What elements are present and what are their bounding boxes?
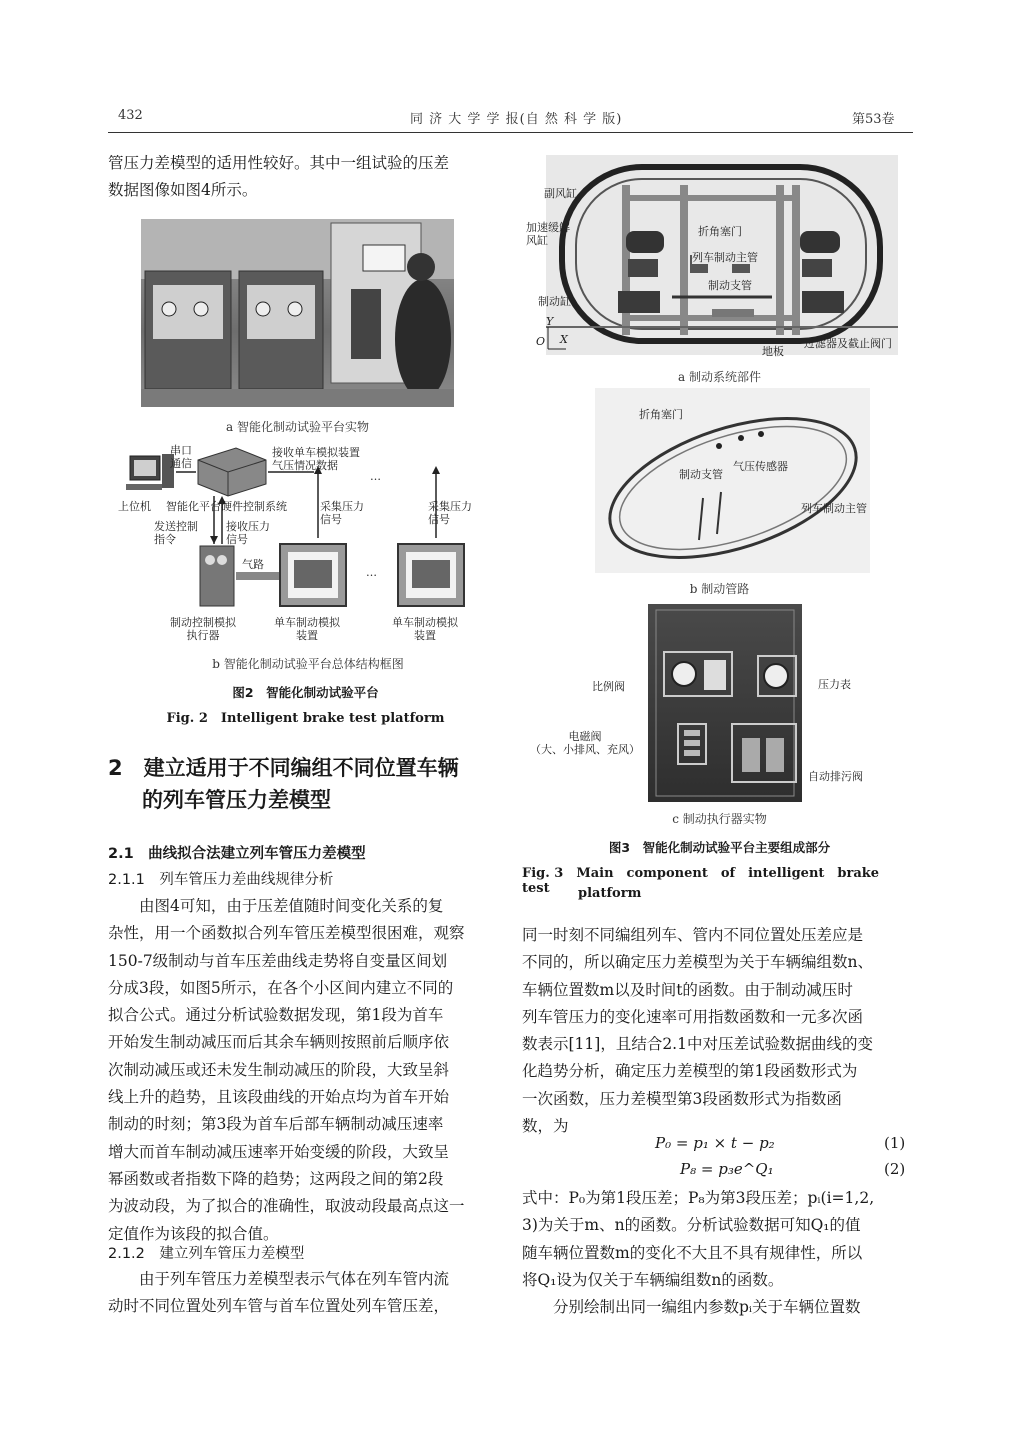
- paragraph-right-main: [522, 922, 912, 1140]
- volume-label: 第53卷: [852, 112, 895, 127]
- actuator-photo-illustration: [648, 604, 802, 802]
- subsection-2-1-2: 2.1.2 建立列车管压力差模型: [108, 1246, 305, 1262]
- serial-label: 串口 通信: [170, 444, 192, 470]
- text-line: 将Q₁设为仅关于车辆编组数n的函数。: [522, 1270, 784, 1289]
- page-number: 432: [118, 108, 143, 123]
- equation-1: P₀ = p₁ × t − p₂: [655, 1134, 775, 1152]
- aux-reservoir-label: 副风缸: [544, 187, 577, 200]
- equation-2-number: (2): [884, 1160, 906, 1178]
- single-car-label-2: 单车制动模拟 装置: [392, 616, 458, 642]
- intro-text: [108, 150, 496, 205]
- paragraph-last: [522, 1294, 912, 1321]
- text-line: 由于列车管压力差模型表示气体在列车管内流: [139, 1270, 450, 1288]
- floor-label: 地板: [762, 345, 784, 358]
- subsection-2-1: 2.1 曲线拟合法建立列车管压力差模型: [108, 846, 366, 862]
- text-line: 分成3段，如图5所示，在各个小区间内建立不同的: [108, 978, 454, 997]
- text-line: 化趋势分析，确定压力差模型的第1段函数形式为: [522, 1062, 858, 1081]
- text-line: 车辆位置数m以及时间t的函数。由于制动减压时: [522, 980, 853, 999]
- actuator-label: 制动控制模拟 执行器: [170, 616, 236, 642]
- fig2-caption-cn: 图2 智能化制动试验平台: [232, 685, 379, 700]
- axis-x-label: X: [560, 333, 568, 346]
- angle-cock-b-label: 折角塞门: [639, 408, 683, 421]
- fig2b-diagram: [118, 440, 498, 670]
- text-line: 一次函数，压力差模型第3段函数形式为指数函: [522, 1089, 842, 1108]
- ellipsis-mid: …: [366, 566, 377, 579]
- fig3-caption-cn: 图3 智能化制动试验平台主要组成部分: [608, 840, 831, 855]
- header-rule: [108, 132, 913, 133]
- text-line: 次制动减压或还未发生制动减压的阶段，大致呈斜: [108, 1060, 450, 1079]
- fig3-caption-en-line2: platform: [578, 886, 642, 901]
- filter-valve-label: 过滤器及截止阀门: [804, 337, 892, 350]
- journal-title: 同 济 大 学 学 报(自 然 科 学 版): [410, 112, 623, 127]
- fig2a-photo: [141, 219, 454, 407]
- text-line: 幂函数或者指数下降的趋势；这两段之间的第2段: [108, 1169, 444, 1188]
- fig3-caption-en-line1: Fig. 3 Main component of intelligent brake test: [522, 866, 893, 896]
- fig2b-caption: b 智能化制动试验平台总体结构框图: [212, 657, 404, 671]
- branch-pipe-label: 制动支管: [708, 279, 752, 292]
- axis-o-label: O: [536, 335, 546, 348]
- fig3c-caption: c 制动执行器实物: [672, 812, 767, 826]
- pressure-gauge-label: 压力表: [818, 678, 851, 691]
- axis-y-label: Y: [546, 315, 554, 328]
- text-line: 150-7级制动与首车压差曲线走势将自变量区间划: [108, 951, 448, 970]
- text-line: 3)为关于m、n的函数。分析试验数据可知Q₁的值: [522, 1216, 861, 1235]
- fig3c-photo-wrapper: [522, 604, 917, 804]
- brake-cylinder-label: 制动缸: [538, 295, 571, 308]
- text-line: 制动的时刻；第3段为首车后部车辆制动减压速率: [108, 1115, 444, 1134]
- auto-drain-label: 自动排污阀: [808, 770, 863, 783]
- collect-label-2: 采集压力 信号: [428, 500, 472, 526]
- main-pipe-b-label: 列车制动主管: [801, 502, 867, 515]
- text-line: 同一时刻不同编组列车、管内不同位置处压差应是: [522, 926, 864, 944]
- receive-pressure-label: 接收压力 信号: [226, 520, 270, 546]
- fig2-caption-en: Fig. 2 Intelligent brake test platform: [166, 711, 445, 726]
- fig3b-diagram: [595, 388, 915, 573]
- software-label: 智能化平台硬件控制系统: [166, 500, 287, 513]
- section-title-line: 2 建立适用于不同编组不同位置车辆: [108, 756, 459, 780]
- collect-label-1: 采集压力 信号: [320, 500, 364, 526]
- text-line: 数表示[11]，且结合2.1中对压差试验数据曲线的变: [522, 1035, 873, 1054]
- fig2a-caption: a 智能化制动试验平台实物: [226, 420, 369, 434]
- text-line: 开始发生制动减压而后其余车辆则按照前后顺序依: [108, 1033, 450, 1052]
- actuator-photo: [648, 604, 802, 802]
- fig3a-caption: a 制动系统部件: [678, 370, 761, 384]
- text-line: 拟合公式。通过分析试验数据发现，第1段为首车: [108, 1006, 444, 1025]
- fig3b-caption: b 制动管路: [689, 582, 750, 596]
- text-line: 数，为: [522, 1117, 569, 1136]
- text-line: 随车辆位置数m的变化不大且不具有规律性，所以: [522, 1243, 863, 1262]
- accel-release-label: 加速缓解 风缸: [526, 221, 570, 247]
- single-car-label-1: 单车制动模拟 装置: [274, 616, 340, 642]
- text-line: 定值作为该段的拟合值。: [108, 1224, 279, 1243]
- gas-path-label: 气路: [242, 558, 264, 571]
- ellipsis-top: …: [370, 470, 381, 483]
- lab-photo-illustration: [141, 219, 454, 407]
- text-line: 管压力差模型的适用性较好。其中一组试验的压差: [108, 154, 450, 172]
- text-line: 动时不同位置处列车管与首车位置处列车管压差，: [108, 1297, 450, 1316]
- send-cmd-label: 发送控制 指令: [154, 520, 198, 546]
- section-2-title: [108, 752, 508, 816]
- angle-cock-label: 折角塞门: [698, 225, 742, 238]
- paragraph-2-1-1: [108, 893, 496, 1248]
- paragraph-after-equations: [522, 1185, 912, 1294]
- text-line: 分别绘制出同一编组内参数pᵢ关于车辆位置数: [553, 1298, 861, 1316]
- text-line: 线上升的趋势，且该段曲线的开始点均为首车开始: [108, 1088, 450, 1107]
- subsection-2-1-1: 2.1.1 列车管压力差曲线规律分析: [108, 872, 334, 888]
- text-line: 列车管压力的变化速率可用指数函数和一元多次函: [522, 1007, 864, 1026]
- text-line: 式中：P₀为第1段压差；P₈为第3段压差；pᵢ(i=1,2,: [522, 1189, 875, 1207]
- text-line: 由图4可知，由于压差值随时间变化关系的复: [139, 897, 444, 915]
- fig3a-diagram: [522, 155, 917, 370]
- section-title-line: 的列车管压力差模型: [142, 788, 331, 812]
- proportional-valve-label: 比例阀: [592, 680, 625, 693]
- text-line: 杂性，用一个函数拟合列车管压差模型很困难，观察: [108, 924, 465, 943]
- text-line: 不同的，所以确定压力差模型为关于车辆编组数n、: [522, 953, 873, 972]
- paragraph-2-1-2: [108, 1266, 496, 1321]
- branch-pipe-b-label: 制动支管: [679, 468, 723, 481]
- text-line: 数据图像如图4所示。: [108, 181, 258, 200]
- text-line: 为波动段，为了拟合的准确性，取波动段最高点这一: [108, 1197, 465, 1216]
- main-pipe-label: 列车制动主管: [692, 251, 758, 264]
- host-label: 上位机: [118, 500, 151, 513]
- equation-2: P₈ = p₃e^Q₁: [680, 1160, 774, 1178]
- pressure-sensor-label: 气压传感器: [733, 460, 788, 473]
- receive-data-label: 接收单车模拟装置 气压情况数据: [272, 446, 360, 472]
- equation-1-number: (1): [884, 1134, 906, 1152]
- text-line: 增大而首车制动减压速率开始变缓的阶段，大致呈: [108, 1142, 450, 1161]
- solenoid-valve-label: 电磁阀 （大、小排风、充风）: [530, 730, 640, 756]
